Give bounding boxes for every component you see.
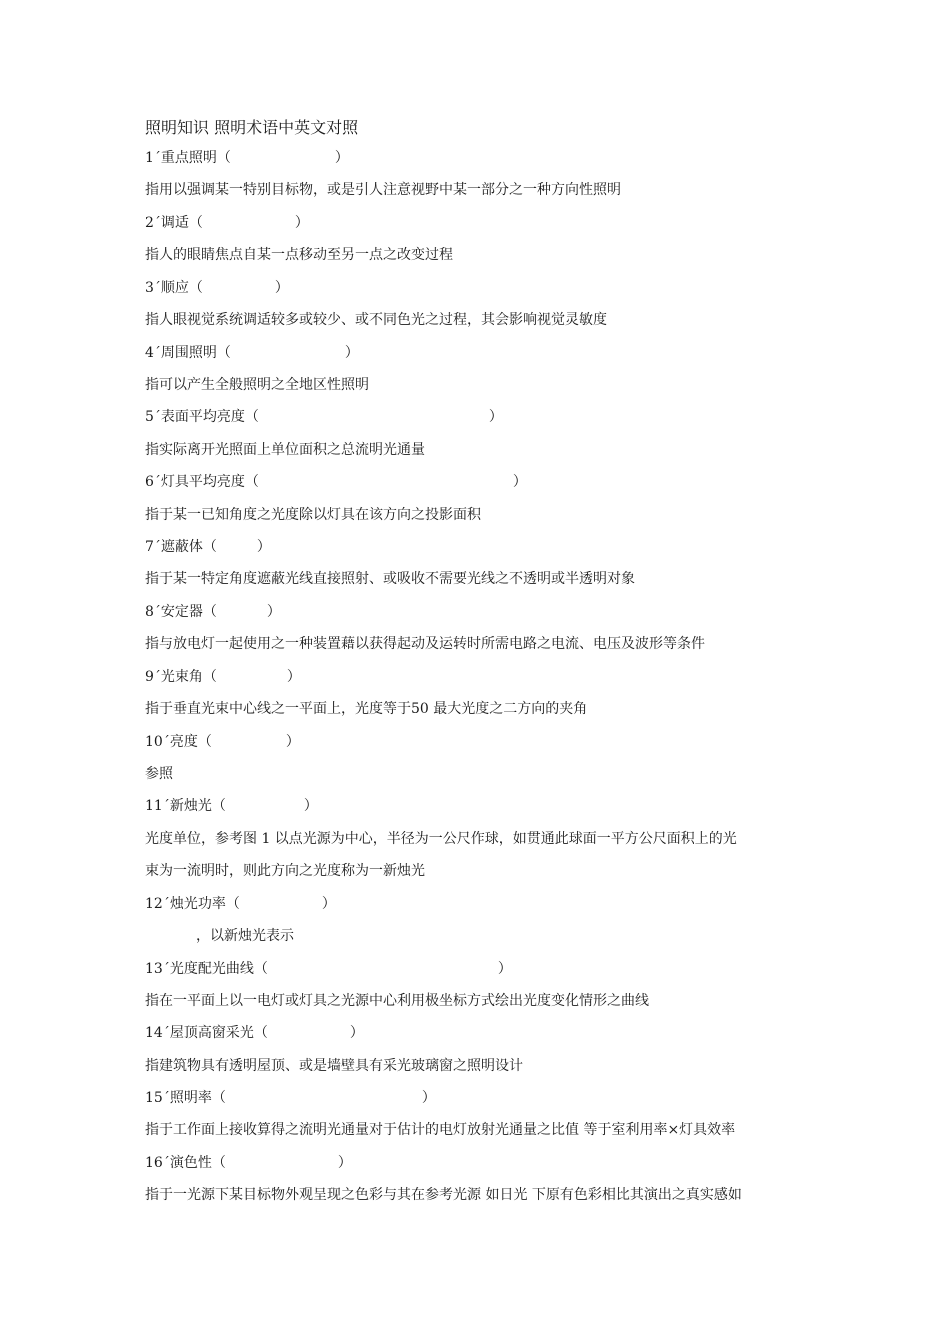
entry-desc-6: 指于某一已知角度之光度除以灯具在该方向之投影面积 [145, 507, 481, 523]
entry-desc-16: 指于一光源下某目标物外观呈现之色彩与其在参考光源 如日光 下原有色彩相比其演出之真实感如 [145, 1187, 742, 1203]
entry-term-9 [145, 668, 301, 686]
close-paren: ） [488, 409, 503, 425]
term-label: 4ˊ周围照明（ [145, 345, 231, 361]
close-paren: ） [344, 345, 359, 361]
close-paren: ） [421, 1090, 436, 1106]
term-label: 13ˊ光度配光曲线（ [145, 961, 268, 977]
term-label: 2ˊ调适（ [145, 215, 203, 231]
term-label: 15ˊ照明率（ [145, 1090, 226, 1106]
term-label: 8ˊ安定器（ [145, 604, 217, 620]
entry-term-7 [145, 538, 271, 556]
close-paren: ） [266, 604, 281, 620]
entry-term-2 [145, 214, 309, 232]
close-paren: ） [497, 961, 512, 977]
entry-term-4 [145, 344, 359, 362]
term-label: 10ˊ亮度（ [145, 734, 212, 750]
entry-term-6 [145, 473, 527, 491]
entry-desc-15: 指于工作面上接收算得之流明光通量对于估计的电灯放射光通量之比值 等于室利用率×灯具效率 [145, 1122, 736, 1138]
entry-desc-5: 指实际离开光照面上单位面积之总流明光通量 [145, 442, 425, 458]
close-paren: ） [303, 798, 318, 814]
entry-desc-11: 光度单位，参考图 1 以点光源为中心，半径为一公尺作球，如贯通此球面一平方公尺面积上的光 [145, 831, 737, 847]
entry-term-10 [145, 733, 300, 751]
entry-desc-10: 参照 [145, 766, 173, 782]
entry-term-11 [145, 797, 318, 815]
close-paren: ） [334, 150, 349, 166]
term-label: 3ˊ顺应（ [145, 280, 203, 296]
close-paren: ） [285, 734, 300, 750]
entry-term-12 [145, 895, 336, 913]
entry-desc-2: 指人的眼睛焦点自某一点移动至另一点之改变过程 [145, 247, 453, 263]
term-label: 16ˊ演色性（ [145, 1155, 226, 1171]
entry-desc-11-cont: 束为一流明时，则此方向之光度称为一新烛光 [145, 863, 425, 879]
close-paren: ） [274, 280, 289, 296]
close-paren: ） [337, 1155, 352, 1171]
close-paren: ） [256, 539, 271, 555]
entry-desc-14: 指建筑物具有透明屋顶、或是墙壁具有采光玻璃窗之照明设计 [145, 1058, 523, 1074]
term-label: 6ˊ灯具平均亮度（ [145, 474, 259, 490]
document-title: 照明知识 照明术语中英文对照 [145, 118, 359, 137]
entry-term-16 [145, 1154, 352, 1172]
term-label: 11ˊ新烛光（ [145, 798, 226, 814]
entry-desc-9: 指于垂直光束中心线之一平面上，光度等于50 最大光度之二方向的夹角 [145, 701, 588, 717]
entry-term-3 [145, 279, 289, 297]
entry-desc-13: 指在一平面上以一电灯或灯具之光源中心利用极坐标方式绘出光度变化情形之曲线 [145, 993, 649, 1009]
entry-term-15 [145, 1089, 436, 1107]
term-label: 9ˊ光束角（ [145, 669, 217, 685]
term-label: 12ˊ烛光功率（ [145, 896, 240, 912]
entry-desc-4: 指可以产生全般照明之全地区性照明 [145, 377, 369, 393]
close-paren: ） [512, 474, 527, 490]
close-paren: ） [294, 215, 309, 231]
term-label: 5ˊ表面平均亮度（ [145, 409, 259, 425]
close-paren: ） [349, 1025, 364, 1041]
entry-desc-7: 指于某一特定角度遮蔽光线直接照射、或吸收不需要光线之不透明或半透明对象 [145, 571, 635, 587]
entry-desc-1: 指用以强调某一特别目标物，或是引人注意视野中某一部分之一种方向性照明 [145, 182, 621, 198]
entry-term-5 [145, 408, 503, 426]
entry-term-1 [145, 149, 349, 167]
close-paren: ） [321, 896, 336, 912]
entry-desc-3: 指人眼视觉系统调适较多或较少、或不同色光之过程，其会影响视觉灵敏度 [145, 312, 607, 328]
term-label: 7ˊ遮蔽体（ [145, 539, 217, 555]
term-label: 1ˊ重点照明（ [145, 150, 231, 166]
close-paren: ） [286, 669, 301, 685]
entry-term-13 [145, 960, 512, 978]
entry-term-8 [145, 603, 281, 621]
term-label: 14ˊ屋顶高窗采光（ [145, 1025, 268, 1041]
entry-desc-12: ，以新烛光表示 [196, 928, 294, 944]
entry-term-14 [145, 1024, 364, 1042]
entry-desc-8: 指与放电灯一起使用之一种装置藉以获得起动及运转时所需电路之电流、电压及波形等条件 [145, 636, 705, 652]
